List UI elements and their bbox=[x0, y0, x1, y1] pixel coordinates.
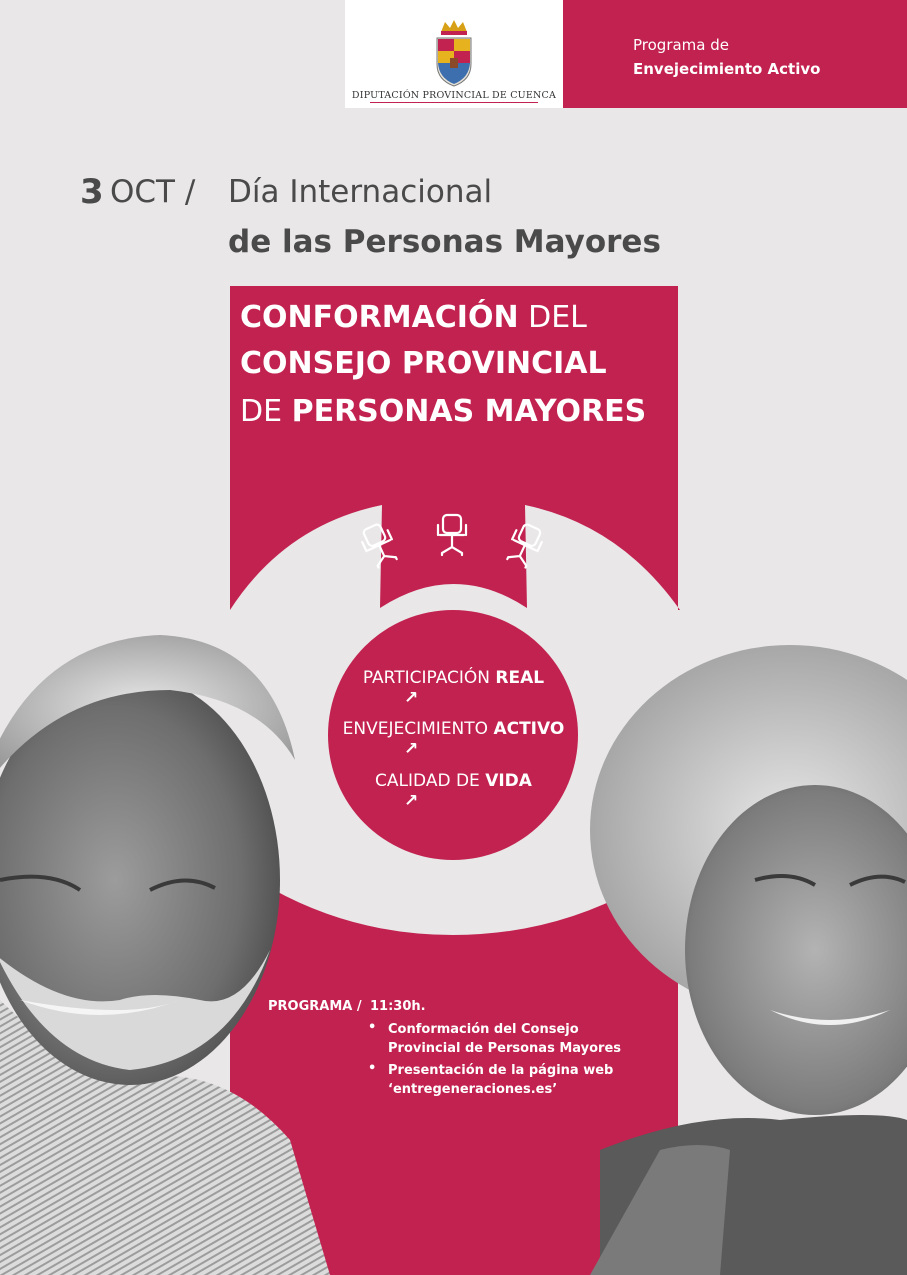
benefit-keyword: VIDA bbox=[485, 771, 532, 791]
event-title-line2: de las Personas Mayores bbox=[228, 224, 661, 260]
north-east-arrow-icon: ↗ bbox=[404, 791, 419, 811]
programa-item-2 bbox=[388, 1061, 613, 1099]
panel-title-line1 bbox=[240, 300, 587, 335]
panel-title-line1-bold: CONFORMACIÓN bbox=[240, 300, 519, 335]
office-chair-icon bbox=[438, 515, 466, 555]
benefit-item-1 bbox=[320, 668, 587, 688]
panel-title-line2-bold: CONSEJO PROVINCIAL bbox=[240, 346, 607, 381]
benefit-keyword: ACTIVO bbox=[493, 719, 565, 739]
event-title-line1: Día Internacional bbox=[228, 174, 493, 210]
benefit-keyword: REAL bbox=[495, 668, 545, 688]
program-label: Programa de bbox=[633, 36, 729, 54]
panel-title-line3-bold: PERSONAS MAYORES bbox=[291, 394, 647, 429]
office-chair-icon bbox=[504, 521, 546, 569]
office-chair-icon bbox=[358, 521, 400, 569]
north-east-arrow-icon: ↗ bbox=[404, 739, 419, 759]
panel-title-line1-light: DEL bbox=[518, 300, 587, 335]
benefit-label: PARTICIPACIÓN bbox=[362, 668, 496, 688]
bullet-icon: • bbox=[368, 1061, 377, 1076]
benefit-item-3 bbox=[320, 771, 587, 791]
programa-heading: PROGRAMA / bbox=[268, 999, 362, 1014]
programa-item-2-line2: ‘entregeneraciones.es’ bbox=[388, 1082, 558, 1097]
benefit-label: ENVEJECIMIENTO bbox=[342, 719, 494, 739]
org-name: DIPUTACIÓN PROVINCIAL DE CUENCA bbox=[351, 90, 557, 101]
program-name: Envejecimiento Activo bbox=[633, 60, 821, 78]
programa-item-1 bbox=[388, 1020, 621, 1058]
panel-title-line3-light: DE bbox=[240, 394, 292, 429]
benefit-item-2 bbox=[320, 719, 587, 739]
programa-item-1-line1: Conformación del Consejo bbox=[388, 1022, 579, 1037]
north-east-arrow-icon: ↗ bbox=[404, 688, 419, 708]
panel-title-line3 bbox=[240, 394, 646, 429]
date-day: 3 bbox=[80, 172, 104, 212]
benefit-label: CALIDAD DE bbox=[375, 771, 486, 791]
date-month: OCT / bbox=[110, 174, 196, 210]
chairs-group bbox=[352, 505, 552, 585]
programa-item-2-line1: Presentación de la página web bbox=[388, 1063, 614, 1078]
programa-time: 11:30h. bbox=[370, 999, 426, 1014]
bullet-icon: • bbox=[368, 1020, 377, 1035]
programa-item-1-line2: Provincial de Personas Mayores bbox=[388, 1041, 622, 1056]
panel-title-line2 bbox=[240, 346, 607, 381]
